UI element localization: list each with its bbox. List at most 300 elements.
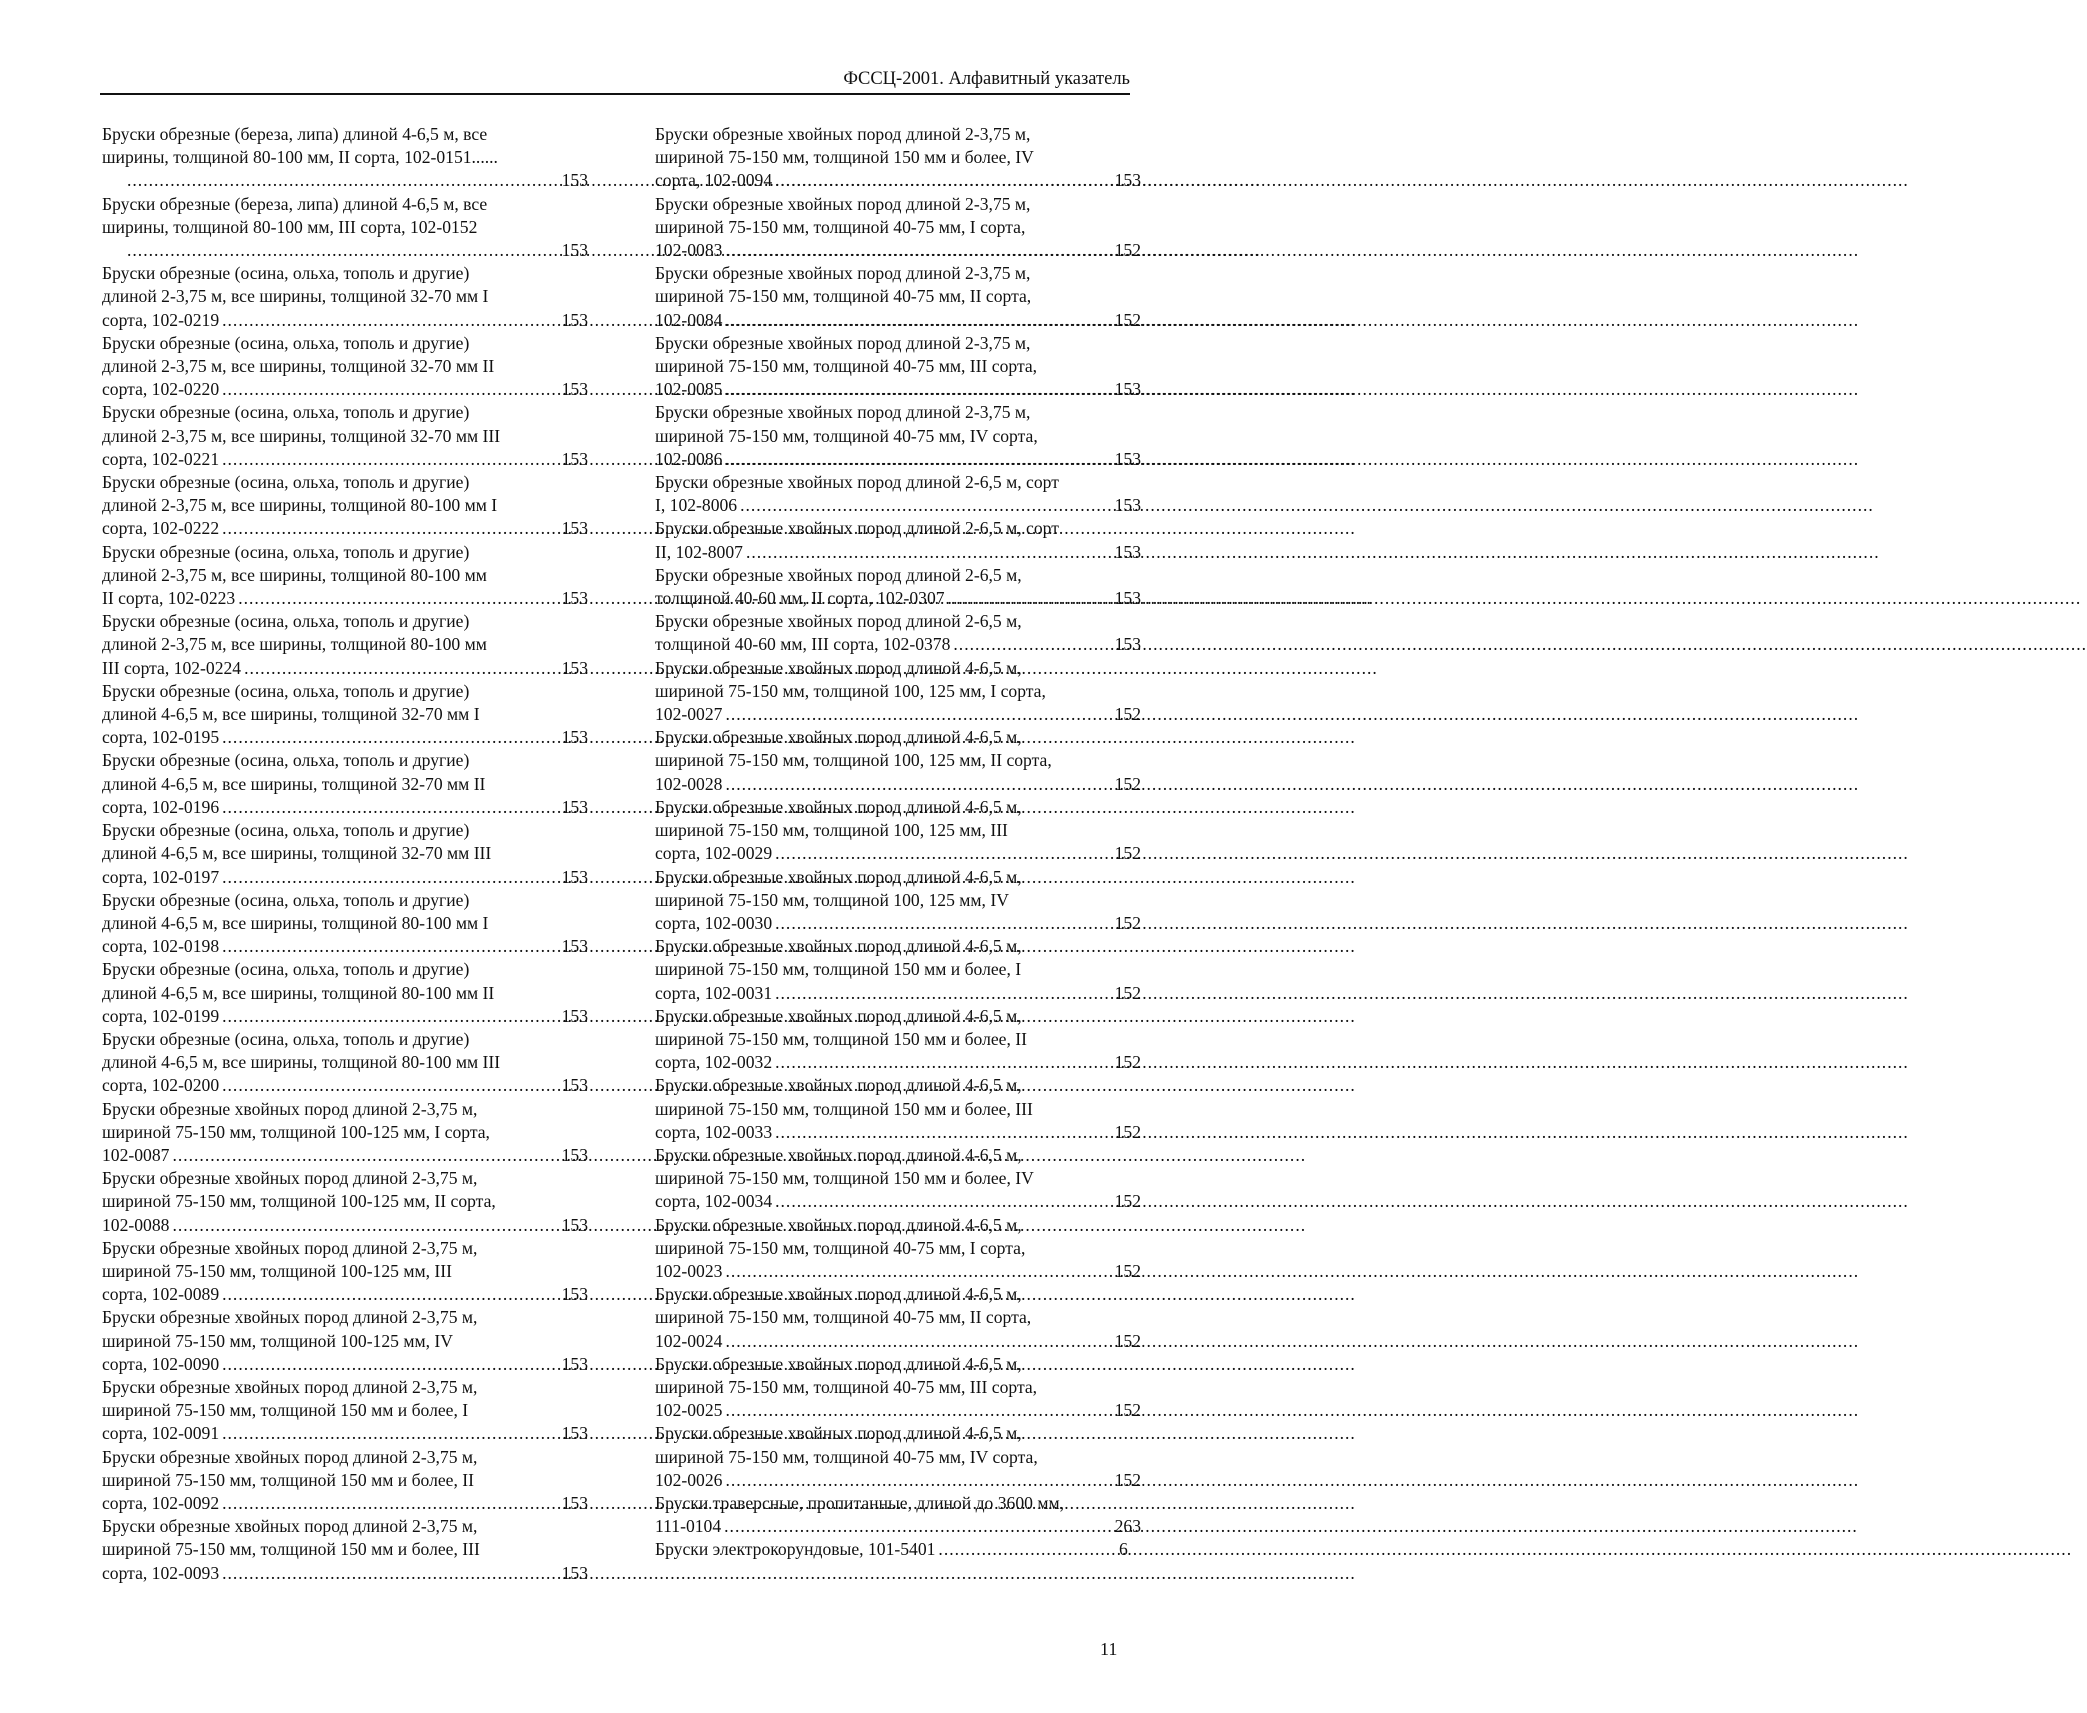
index-entry [102, 471, 588, 541]
entry-reference-line [655, 239, 1141, 262]
entry-text-line: длиной 4-6,5 м, все ширины, толщиной 80-100 мм I [102, 912, 489, 933]
entry-reference-line [655, 494, 1141, 517]
entry-text-line: шириной 75-150 мм, толщиной 150 мм и более, II [102, 1469, 474, 1490]
dot-leader [725, 239, 1133, 262]
entry-reference-line [655, 378, 1141, 401]
entry-text-line: Бруски обрезные хвойных пород длиной 4-6,5 м, [655, 1144, 1022, 1165]
entry-code: 102-0083 [655, 240, 723, 261]
running-header-title: ФССЦ-2001. Алфавитный указатель [843, 69, 1130, 89]
index-entry [655, 935, 1141, 1005]
entry-code: 111-0104 [655, 1516, 722, 1537]
entry-code: 102-0086 [655, 448, 723, 469]
entry-page-number: 153 [561, 1144, 588, 1165]
entry-page-number: 153 [561, 1353, 588, 1374]
entry-page-number: 153 [561, 379, 588, 400]
index-entry [655, 401, 1141, 471]
entry-text-line: Бруски обрезные (осина, ольха, тополь и другие) [102, 820, 470, 841]
entry-reference-line [102, 935, 588, 958]
index-entry [655, 332, 1141, 402]
entry-text-line: шириной 75-150 мм, толщиной 100, 125 мм, I сорта, [655, 680, 1046, 701]
entry-reference-line [102, 657, 588, 680]
entry-page-number: 152 [1114, 843, 1141, 864]
index-entry [102, 123, 588, 193]
entry-page-number: 153 [561, 1423, 588, 1444]
dot-leader [222, 517, 580, 540]
entry-page-number: 153 [561, 936, 588, 957]
entry-page-number: 152 [1114, 1121, 1141, 1142]
entry-reference-line [655, 1051, 1141, 1074]
entry-text-line: Бруски обрезные хвойных пород длиной 2-6,5 м, сорт [655, 518, 1059, 539]
index-entry [655, 1422, 1141, 1492]
entry-text-line: Бруски обрезные хвойных пород длиной 2-3,75 м, [102, 1376, 478, 1397]
dot-leader [725, 1399, 1133, 1422]
dot-leader [725, 378, 1133, 401]
entry-page-number: 152 [1114, 1330, 1141, 1351]
entry-text-line: Бруски обрезные хвойных пород длиной 4-6,5 м, [655, 796, 1022, 817]
dot-leader [222, 1005, 580, 1028]
entry-text-line: шириной 75-150 мм, толщиной 40-75 мм, I сорта, [655, 1237, 1026, 1258]
entry-code: толщиной 40-60 мм, II сорта, 102-0307 [655, 588, 945, 609]
entry-reference-line [102, 587, 588, 610]
entry-text-line: Бруски обрезные хвойных пород длиной 4-6,5 м, [655, 727, 1022, 748]
entry-reference-line [102, 1074, 588, 1097]
dot-leader [775, 912, 1133, 935]
dot-leader [222, 1562, 580, 1585]
index-entry [102, 332, 588, 402]
entry-text-line: Бруски обрезные хвойных пород длиной 2-3,75 м, [102, 1098, 478, 1119]
dot-leader [725, 1330, 1133, 1353]
entry-reference-line [102, 796, 588, 819]
dot-leader [725, 309, 1133, 332]
dot-leader [725, 1260, 1133, 1283]
dot-leader [244, 657, 581, 680]
entry-page-number: 153 [561, 657, 588, 678]
entry-text-line: длиной 2-3,75 м, все ширины, толщиной 32-70 мм III [102, 425, 501, 446]
entry-reference-line [102, 1214, 588, 1237]
dot-leader [222, 726, 580, 749]
entry-text-line: Бруски обрезные (осина, ольха, тополь и другие) [102, 541, 470, 562]
dot-leader [948, 587, 1134, 610]
index-entry [655, 1353, 1141, 1423]
dot-leader [775, 169, 1133, 192]
entry-page-number: 152 [1114, 240, 1141, 261]
entry-page-number: 153 [561, 866, 588, 887]
entry-page-number: 152 [1114, 1260, 1141, 1281]
entry-code: сорта, 102-0030 [655, 912, 773, 933]
dot-leader [222, 1074, 580, 1097]
entry-text-line: Бруски обрезные (осина, ольха, тополь и другие) [102, 611, 470, 632]
running-header [100, 66, 1130, 95]
entry-page-number: 153 [561, 448, 588, 469]
entry-text-line: длиной 2-3,75 м, все ширины, толщиной 32-70 мм I [102, 286, 489, 307]
entry-text-line: Бруски обрезные (осина, ольха, тополь и другие) [102, 750, 470, 771]
entry-text-line: Бруски обрезные (осина, ольха, тополь и другие) [102, 263, 470, 284]
entry-reference-line [102, 309, 588, 332]
index-entry [102, 541, 588, 611]
entry-code: сорта, 102-0033 [655, 1121, 773, 1142]
entry-code: I, 102-8006 [655, 495, 738, 516]
index-entry [655, 262, 1141, 332]
index-entry [655, 1144, 1141, 1214]
entry-text-line: Бруски обрезные (осина, ольха, тополь и другие) [102, 1028, 470, 1049]
entry-code: сорта, 102-0092 [102, 1492, 220, 1513]
dot-leader [222, 378, 580, 401]
index-entry [102, 262, 588, 332]
entry-page-number: 153 [561, 1005, 588, 1026]
entry-text-line: длиной 2-3,75 м, все ширины, толщиной 80-100 мм [102, 634, 487, 655]
entry-text-line: шириной 75-150 мм, толщиной 100-125 мм, IV [102, 1330, 453, 1351]
entry-text-line: шириной 75-150 мм, толщиной 100-125 мм, III [102, 1260, 452, 1281]
entry-reference-line [655, 541, 1141, 564]
entry-reference-line [655, 982, 1141, 1005]
index-entry [102, 1028, 588, 1098]
index-column-left [102, 123, 588, 1585]
entry-code: 102-0024 [655, 1330, 723, 1351]
index-entry [102, 889, 588, 959]
entry-text-line: Бруски обрезные (осина, ольха, тополь и другие) [102, 332, 470, 353]
entry-text-line: Бруски обрезные хвойных пород длиной 2-3,75 м, [655, 124, 1031, 144]
index-entry [655, 193, 1141, 263]
index-entry [102, 1306, 588, 1376]
entry-text-line: ширины, толщиной 80-100 мм, II сорта, 102-0151...... [102, 147, 498, 168]
dot-leader [725, 1469, 1133, 1492]
entry-text-line: шириной 75-150 мм, толщиной 40-75 мм, IV сорта, [655, 1446, 1038, 1467]
index-column-right [655, 123, 1141, 1562]
entry-reference-line: Бруски электрокорундовые, 101-5401 ..... 6 [677, 1538, 1141, 1561]
entry-reference-line [102, 1422, 588, 1445]
entry-text-line: Бруски обрезные хвойных пород длиной 4-6,5 м, [655, 1423, 1022, 1444]
entry-text-line: длиной 4-6,5 м, все ширины, толщиной 32-70 мм II [102, 773, 486, 794]
dot-leader [740, 494, 1134, 517]
entry-reference-line [655, 1190, 1141, 1213]
entry-page-number: 153 [1114, 634, 1141, 655]
index-entry [102, 1098, 588, 1168]
index-entry [102, 958, 588, 1028]
entry-page-number: 153 [561, 796, 588, 817]
index-entry [655, 1492, 1141, 1538]
entry-code: сорта, 102-0032 [655, 1052, 773, 1073]
entry-text-line: шириной 75-150 мм, толщиной 100-125 мм, I сорта, [102, 1121, 490, 1142]
entry-reference-line [102, 1353, 588, 1376]
index-entry [102, 1167, 588, 1237]
entry-text-line: шириной 75-150 мм, толщиной 100, 125 мм, III [655, 820, 1008, 841]
entry-reference-line [124, 169, 588, 192]
entry-code: сорта, 102-0221 [102, 448, 220, 469]
entry-reference-line [102, 1562, 588, 1585]
entry-text-line: Бруски обрезные хвойных пород длиной 2-3,75 м, [102, 1237, 478, 1258]
entry-reference-line [102, 1283, 588, 1306]
entry-text-line: Бруски траверсные, пропитанные, длиной до 3600 мм, [655, 1492, 1064, 1513]
dot-leader [775, 982, 1133, 1005]
dot-leader [222, 935, 580, 958]
index-entry [102, 819, 588, 889]
entry-text-line: Бруски обрезные хвойных пород длиной 2-6,5 м, [655, 611, 1022, 632]
entry-text-line: Бруски обрезные хвойных пород длиной 4-6,5 м, [655, 1075, 1022, 1096]
entry-code: 102-0085 [655, 379, 723, 400]
index-entry [655, 1214, 1141, 1284]
entry-page-number: 153 [1114, 495, 1141, 516]
entry-text-line: шириной 75-150 мм, толщиной 150 мм и более, IV [655, 1168, 1034, 1189]
entry-text-line: Бруски обрезные хвойных пород длиной 4-6,5 м, [655, 1005, 1022, 1026]
entry-text-line: шириной 75-150 мм, толщиной 100, 125 мм, II сорта, [655, 750, 1052, 771]
entry-reference-line [655, 309, 1141, 332]
entry-reference-line [102, 866, 588, 889]
dot-leader [222, 1283, 580, 1306]
entry-text-line: шириной 75-150 мм, толщиной 150 мм и более, I [655, 959, 1022, 980]
entry-text-line: шириной 75-150 мм, толщиной 150 мм и более, IV [655, 147, 1034, 168]
entry-code: сорта, 102-0094 [655, 170, 773, 191]
entry-text-line: ширины, толщиной 80-100 мм, III сорта, 102-0152 [102, 216, 478, 237]
entry-reference-line [655, 1121, 1141, 1144]
entry-page-number: 263 [1114, 1516, 1141, 1537]
entry-text-line: шириной 75-150 мм, толщиной 40-75 мм, I сорта, [655, 216, 1026, 237]
index-entry [655, 796, 1141, 866]
entry-reference-line [102, 517, 588, 540]
dot-leader [953, 633, 1133, 656]
entry-reference-line [102, 1144, 588, 1167]
entry-code: 102-0088 [102, 1214, 170, 1235]
entry-reference-line [655, 1399, 1141, 1422]
dot-leader [724, 1515, 1133, 1538]
entry-page-number: 153 [561, 727, 588, 748]
index-entry [655, 564, 1141, 610]
entry-text-line: длиной 2-3,75 м, все ширины, толщиной 32-70 мм II [102, 356, 495, 377]
entry-text-line: Бруски обрезные хвойных пород длиной 4-6,5 м, [655, 1284, 1022, 1305]
dot-leader [775, 1190, 1133, 1213]
entry-reference-line [655, 773, 1141, 796]
entry-code: II, 102-8007 [655, 541, 743, 562]
entry-code: III сорта, 102-0224 [102, 657, 242, 678]
dot-leader [172, 1214, 580, 1237]
entry-text-line: шириной 75-150 мм, толщиной 40-75 мм, II сорта, [655, 286, 1032, 307]
entry-code: сорта, 102-0029 [655, 843, 773, 864]
entry-page-number: 152 [1114, 309, 1141, 330]
entry-page-number: 153 [561, 518, 588, 539]
entry-text-line: шириной 75-150 мм, толщиной 150 мм и более, III [655, 1098, 1033, 1119]
entry-page-number: 152 [1114, 912, 1141, 933]
entry-text-line: длиной 4-6,5 м, все ширины, толщиной 32-70 мм III [102, 843, 492, 864]
entry-text-line: длиной 4-6,5 м, все ширины, толщиной 80-100 мм II [102, 982, 495, 1003]
entry-text-line: Бруски обрезные хвойных пород длиной 4-6,5 м, [655, 936, 1022, 957]
entry-code: сорта, 102-0219 [102, 309, 220, 330]
entry-reference-line [102, 726, 588, 749]
index-entry [655, 517, 1141, 563]
index-entry [655, 1074, 1141, 1144]
entry-code: сорта, 102-0093 [102, 1562, 220, 1583]
dot-leader [938, 1538, 1138, 1561]
entry-code: сорта, 102-0222 [102, 518, 220, 539]
entry-text-line: Бруски обрезные (осина, ольха, тополь и другие) [102, 889, 470, 910]
index-entry [655, 1538, 1141, 1561]
entry-text-line: шириной 75-150 мм, толщиной 150 мм и более, III [102, 1539, 480, 1560]
entry-page-number: 153 [1114, 170, 1141, 191]
index-entry [655, 657, 1141, 727]
dot-leader [127, 239, 581, 262]
entry-page-number: 152 [1114, 1469, 1141, 1490]
entry-text-line: Бруски обрезные (осина, ольха, тополь и другие) [102, 680, 470, 701]
entry-page-number: 153 [561, 1562, 588, 1583]
entry-page-number: 153 [561, 309, 588, 330]
entry-text-line: длиной 2-3,75 м, все ширины, толщиной 80-100 мм [102, 564, 487, 585]
index-entry [655, 726, 1141, 796]
dot-leader [746, 541, 1134, 564]
entry-code: 102-0087 [102, 1144, 170, 1165]
page-number: 11 [1100, 1639, 1118, 1659]
entry-reference-line [655, 169, 1141, 192]
entry-text-line: длиной 2-3,75 м, все ширины, толщиной 80-100 мм I [102, 495, 498, 516]
index-entry [655, 866, 1141, 936]
entry-page-number: 153 [561, 1492, 588, 1513]
entry-text-line: Бруски обрезные хвойных пород длиной 2-3,75 м, [655, 263, 1031, 284]
index-entry [102, 1515, 588, 1585]
entry-page-number: 153 [1114, 541, 1141, 562]
entry-text-line: Бруски обрезные хвойных пород длиной 2-3,75 м, [102, 1446, 478, 1467]
entry-page-number: 152 [1114, 1400, 1141, 1421]
entry-code: сорта, 102-0031 [655, 982, 773, 1003]
entry-page-number: 153 [1114, 588, 1141, 609]
entry-code: 102-0084 [655, 309, 723, 330]
dot-leader [222, 309, 580, 332]
entry-code: сорта, 102-0220 [102, 379, 220, 400]
entry-reference-line [102, 378, 588, 401]
entry-code: 102-0023 [655, 1260, 723, 1281]
entry-code: 102-0028 [655, 773, 723, 794]
entry-text-line: Бруски обрезные (береза, липа) длиной 4-6,5 м, все [102, 124, 488, 144]
entry-code: 102-0027 [655, 704, 723, 725]
index-entry [102, 1376, 588, 1446]
entry-page-number: 152 [1114, 1191, 1141, 1212]
dot-leader [725, 773, 1133, 796]
index-entry [102, 1237, 588, 1307]
entry-page-number: 153 [561, 588, 588, 609]
entry-text-line: Бруски обрезные (осина, ольха, тополь и другие) [102, 402, 470, 423]
entry-page-number: 152 [1114, 982, 1141, 1003]
index-entry [655, 1283, 1141, 1353]
index-entry [102, 680, 588, 750]
entry-text-line: Бруски обрезные хвойных пород длиной 2-3,75 м, [655, 332, 1031, 353]
index-entry [655, 123, 1141, 193]
entry-reference-line [655, 587, 1141, 610]
dot-leader [222, 448, 580, 471]
entry-page-number: 153 [1114, 379, 1141, 400]
index-entry [655, 1005, 1141, 1075]
index-entry [102, 1446, 588, 1516]
index-entry [655, 471, 1141, 517]
entry-text-line: шириной 75-150 мм, толщиной 40-75 мм, III сорта, [655, 1376, 1038, 1397]
entry-reference-line [655, 448, 1141, 471]
index-entry [102, 193, 588, 263]
entry-reference-line [102, 448, 588, 471]
entry-code: сорта, 102-0034 [655, 1191, 773, 1212]
dot-leader [775, 842, 1133, 865]
entry-code: 102-0025 [655, 1400, 723, 1421]
entry-code: сорта, 102-0199 [102, 1005, 220, 1026]
entry-reference-line [102, 1005, 588, 1028]
entry-code: сорта, 102-0197 [102, 866, 220, 887]
entry-reference-line [124, 239, 588, 262]
entry-code: сорта, 102-0200 [102, 1075, 220, 1096]
entry-text-line: Бруски обрезные хвойных пород длиной 4-6,5 м, [655, 866, 1022, 887]
entry-page-number: 153 [561, 240, 588, 261]
index-entry [102, 401, 588, 471]
entry-text-line: шириной 75-150 мм, толщиной 40-75 мм, III сорта, [655, 356, 1038, 377]
entry-page-number: 153 [561, 1214, 588, 1235]
entry-text-line: шириной 75-150 мм, толщиной 100-125 мм, II сорта, [102, 1191, 496, 1212]
dot-leader [222, 866, 580, 889]
entry-code: 102-0026 [655, 1469, 723, 1490]
entry-reference-line [655, 1469, 1141, 1492]
entry-page-number: 152 [1114, 773, 1141, 794]
entry-code: сорта, 102-0091 [102, 1423, 220, 1444]
entry-text-line: шириной 75-150 мм, толщиной 100, 125 мм, IV [655, 889, 1009, 910]
entry-text-line: шириной 75-150 мм, толщиной 150 мм и более, I [102, 1400, 469, 1421]
index-entry [102, 610, 588, 680]
entry-code: сорта, 102-0198 [102, 936, 220, 957]
dot-leader [775, 1121, 1133, 1144]
entry-text-line: длиной 4-6,5 м, все ширины, толщиной 80-100 мм III [102, 1052, 501, 1073]
entry-reference-line [655, 703, 1141, 726]
entry-code: Бруски электрокорундовые, 101-5401 [655, 1539, 936, 1560]
entry-text-line: Бруски обрезные хвойных пород длиной 4-6,5 м, [655, 1353, 1022, 1374]
dot-leader [775, 1051, 1133, 1074]
dot-leader [222, 796, 580, 819]
dot-leader [222, 1353, 580, 1376]
entry-page-number: 152 [1114, 1052, 1141, 1073]
entry-text-line: Бруски обрезные (береза, липа) длиной 4-6,5 м, все [102, 193, 488, 214]
entry-reference-line [655, 912, 1141, 935]
entry-code: сорта, 102-0089 [102, 1284, 220, 1305]
dot-leader [172, 1144, 580, 1167]
entry-reference-line [655, 1515, 1141, 1538]
entry-text-line: Бруски обрезные (осина, ольха, тополь и другие) [102, 472, 470, 493]
entry-text-line: Бруски обрезные хвойных пород длиной 2-3,75 м, [655, 193, 1031, 214]
dot-leader [238, 587, 580, 610]
entry-text-line: Бруски обрезные хвойных пород длиной 2-3,75 м, [102, 1168, 478, 1189]
entry-code: сорта, 102-0090 [102, 1353, 220, 1374]
entry-text-line: Бруски обрезные хвойных пород длиной 2-3,75 м, [102, 1516, 478, 1537]
entry-page-number: 153 [561, 1284, 588, 1305]
entry-text-line: Бруски обрезные хвойных пород длиной 2-3,75 м, [102, 1307, 478, 1328]
dot-leader [725, 448, 1133, 471]
index-entry [655, 610, 1141, 656]
entry-reference-line [102, 1492, 588, 1515]
entry-code: II сорта, 102-0223 [102, 588, 236, 609]
dot-leader [222, 1492, 580, 1515]
entry-text-line: шириной 75-150 мм, толщиной 150 мм и более, II [655, 1028, 1027, 1049]
entry-page-number: 152 [1114, 704, 1141, 725]
entry-text-line: длиной 4-6,5 м, все ширины, толщиной 32-70 мм I [102, 704, 480, 725]
entry-reference-line [655, 633, 1141, 656]
entry-reference-line [655, 1260, 1141, 1283]
entry-reference-line [655, 842, 1141, 865]
index-entry [102, 749, 588, 819]
entry-text-line: шириной 75-150 мм, толщиной 40-75 мм, IV сорта, [655, 425, 1038, 446]
dot-leader [127, 169, 581, 192]
entry-page-number: 153 [561, 1075, 588, 1096]
entry-text-line: Бруски обрезные хвойных пород длиной 4-6,5 м, [655, 657, 1022, 678]
entry-code: сорта, 102-0195 [102, 727, 220, 748]
entry-text-line: шириной 75-150 мм, толщиной 40-75 мм, II сорта, [655, 1307, 1032, 1328]
entry-text-line: Бруски обрезные хвойных пород длиной 2-3,75 м, [655, 402, 1031, 423]
entry-text-line: Бруски обрезные хвойных пород длиной 4-6,5 м, [655, 1214, 1022, 1235]
dot-leader [725, 703, 1133, 726]
entry-reference-line [655, 1330, 1141, 1353]
entry-page-number: 153 [561, 170, 588, 191]
entry-code: толщиной 40-60 мм, III сорта, 102-0378 [655, 634, 951, 655]
entry-page-number: 153 [1114, 448, 1141, 469]
entry-text-line: Бруски обрезные хвойных пород длиной 2-6,5 м, сорт [655, 472, 1059, 493]
entry-code: сорта, 102-0196 [102, 796, 220, 817]
